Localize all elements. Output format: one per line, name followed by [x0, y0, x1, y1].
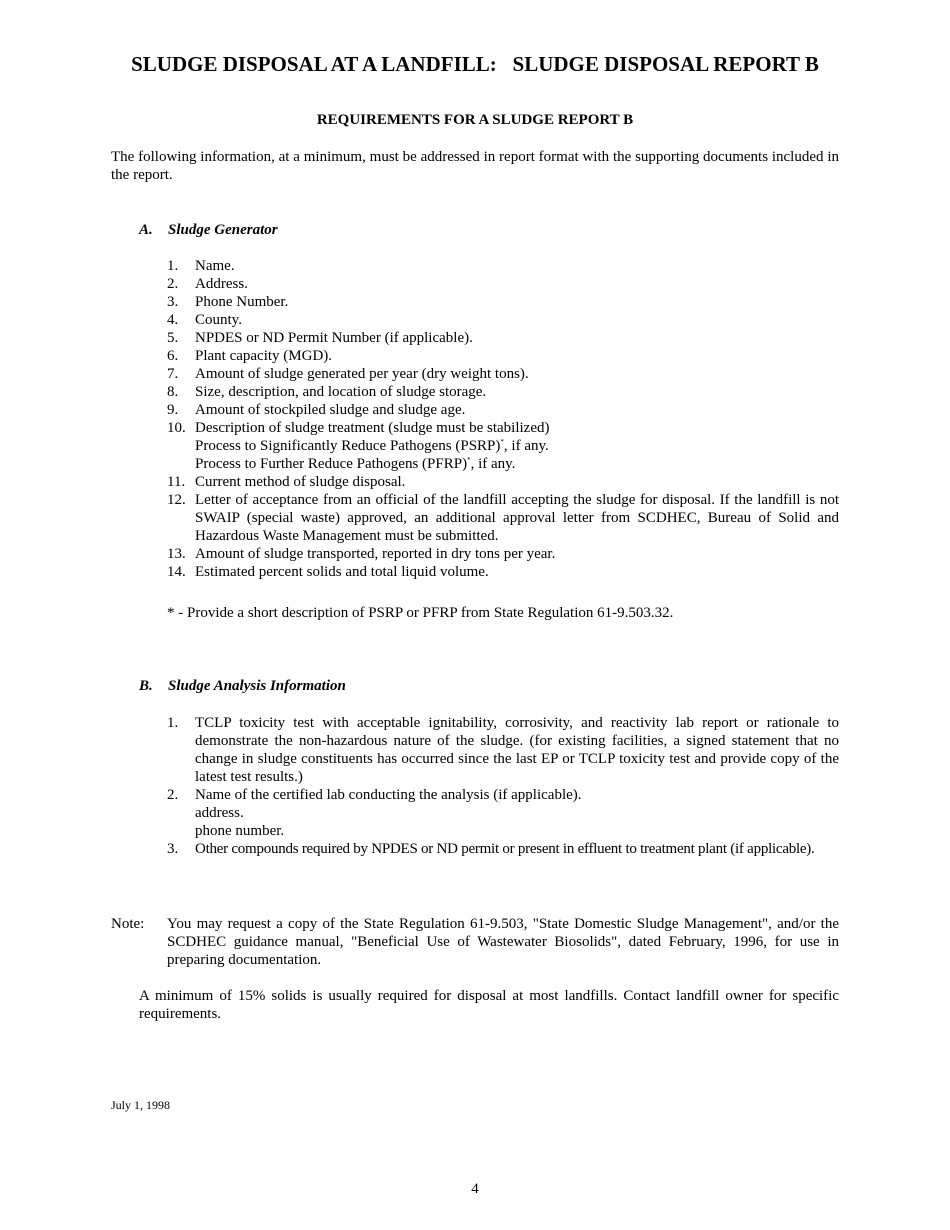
footnote-marker: * [467, 456, 471, 464]
item-text: Letter of acceptance from an official of the landfill accepting the sludge for disposal. If the landfill is not SWAIP (special waste) approved, an additional approval letter from SCDHEC, Bureau of Solid and Hazardous Waste Management must be submitted. [195, 492, 839, 544]
footnote: * - Provide a short description of PSRP or PFRP from State Regulation 61-9.503.32. [167, 605, 674, 621]
item-number: 2. [167, 276, 179, 292]
item-number: 3. [167, 841, 179, 857]
psrp-line: Process to Significantly Reduce Pathogens (PSRP)*, if any. [195, 438, 549, 454]
list-item [167, 383, 839, 401]
item-text: Amount of sludge generated per year (dry weight tons). [195, 366, 529, 382]
note-text: You may request a copy of the State Regulation 61-9.503, "State Domestic Sludge Management", and/or the SCDHEC guidance manual, "Beneficial Use of Wastewater Biosolids", dated February, 1996, for use in preparing documentation. [167, 916, 839, 968]
list-item [167, 714, 839, 786]
item-text: Estimated percent solids and total liquid volume. [195, 564, 489, 580]
section-a-title: Sludge Generator [168, 222, 278, 238]
item-text [195, 786, 839, 840]
item-text: Amount of sludge transported, reported in dry tons per year. [195, 546, 556, 562]
list-item [167, 257, 839, 275]
page-title: SLUDGE DISPOSAL AT A LANDFILL: SLUDGE DISPOSAL REPORT B [131, 52, 819, 76]
section-a-letter: A. [139, 222, 153, 238]
item-number: 11. [167, 474, 186, 490]
item-number: 14. [167, 564, 186, 580]
item-text [195, 419, 839, 473]
list-item [167, 419, 839, 473]
list-item [167, 491, 839, 545]
item-number: 5. [167, 330, 179, 346]
item-text: Name. [195, 258, 235, 274]
page-number: 4 [471, 1181, 479, 1197]
list-item [167, 786, 839, 840]
note-block [111, 915, 839, 969]
lab-name-line: Name of the certified lab conducting the analysis (if applicable). [195, 787, 582, 803]
item-number: 9. [167, 402, 179, 418]
item-number: 10. [167, 420, 186, 436]
list-item [167, 563, 839, 581]
item-number: 12. [167, 492, 186, 508]
list-item [167, 473, 839, 491]
pfrp-line: Process to Further Reduce Pathogens (PFRP)*, if any. [195, 456, 516, 472]
item-number: 3. [167, 294, 179, 310]
document-date: July 1, 1998 [111, 1098, 171, 1112]
list-item [167, 311, 839, 329]
note-label: Note: [111, 916, 145, 932]
section-subtitle: REQUIREMENTS FOR A SLUDGE REPORT B [316, 112, 634, 128]
item-number: 4. [167, 312, 179, 328]
section-b-letter: B. [139, 678, 153, 694]
item-text: County. [195, 312, 242, 328]
section-a-heading [139, 221, 278, 239]
item-number: 13. [167, 546, 186, 562]
footnote-marker: * [500, 438, 504, 446]
item-text: Current method of sludge disposal. [195, 474, 406, 490]
list-item [167, 293, 839, 311]
item-number: 8. [167, 384, 179, 400]
minimum-solids-note: A minimum of 15% solids is usually required for disposal at most landfills. Contact landfill owner for specific requirements. [139, 988, 839, 1022]
item-text: Amount of stockpiled sludge and sludge age. [195, 402, 466, 418]
item-text: Plant capacity (MGD). [195, 348, 333, 364]
item-number: 2. [167, 787, 179, 803]
list-item [167, 401, 839, 419]
item-number: 7. [167, 366, 179, 382]
item-text: TCLP toxicity test with acceptable ignitability, corrosivity, and reactivity lab report or rationale to demonstrate the non-hazardous nature of the sludge. (for existing facilities, a signed statement that no change in sludge constituents has occurred since the last EP or TCLP toxicity test and provide copy of the latest test results.) [195, 715, 839, 785]
item-number: 6. [167, 348, 179, 364]
list-item [167, 545, 839, 563]
list-item [167, 329, 839, 347]
item-number: 1. [167, 258, 179, 274]
item-text: Size, description, and location of sludge storage. [195, 384, 487, 400]
item-text: Address. [195, 276, 248, 292]
lab-address-line: address. [195, 805, 244, 821]
item-number: 1. [167, 715, 179, 731]
list-item [167, 365, 839, 383]
intro-paragraph: The following information, at a minimum, must be addressed in report format with the supporting documents included in the report. [111, 149, 839, 183]
section-b-heading [139, 677, 346, 695]
item-text: NPDES or ND Permit Number (if applicable). [195, 330, 473, 346]
list-item [167, 840, 839, 858]
section-b-list [167, 714, 839, 858]
list-item [167, 275, 839, 293]
treatment-description: Description of sludge treatment (sludge must be stabilized) [195, 420, 550, 436]
item-text: Other compounds required by NPDES or ND permit or present in effluent to treatment plant (if applicable). [195, 841, 815, 857]
section-b-title: Sludge Analysis Information [168, 678, 346, 694]
item-text: Phone Number. [195, 294, 289, 310]
section-a-list [167, 257, 839, 581]
list-item [167, 347, 839, 365]
lab-phone-line: phone number. [195, 823, 285, 839]
